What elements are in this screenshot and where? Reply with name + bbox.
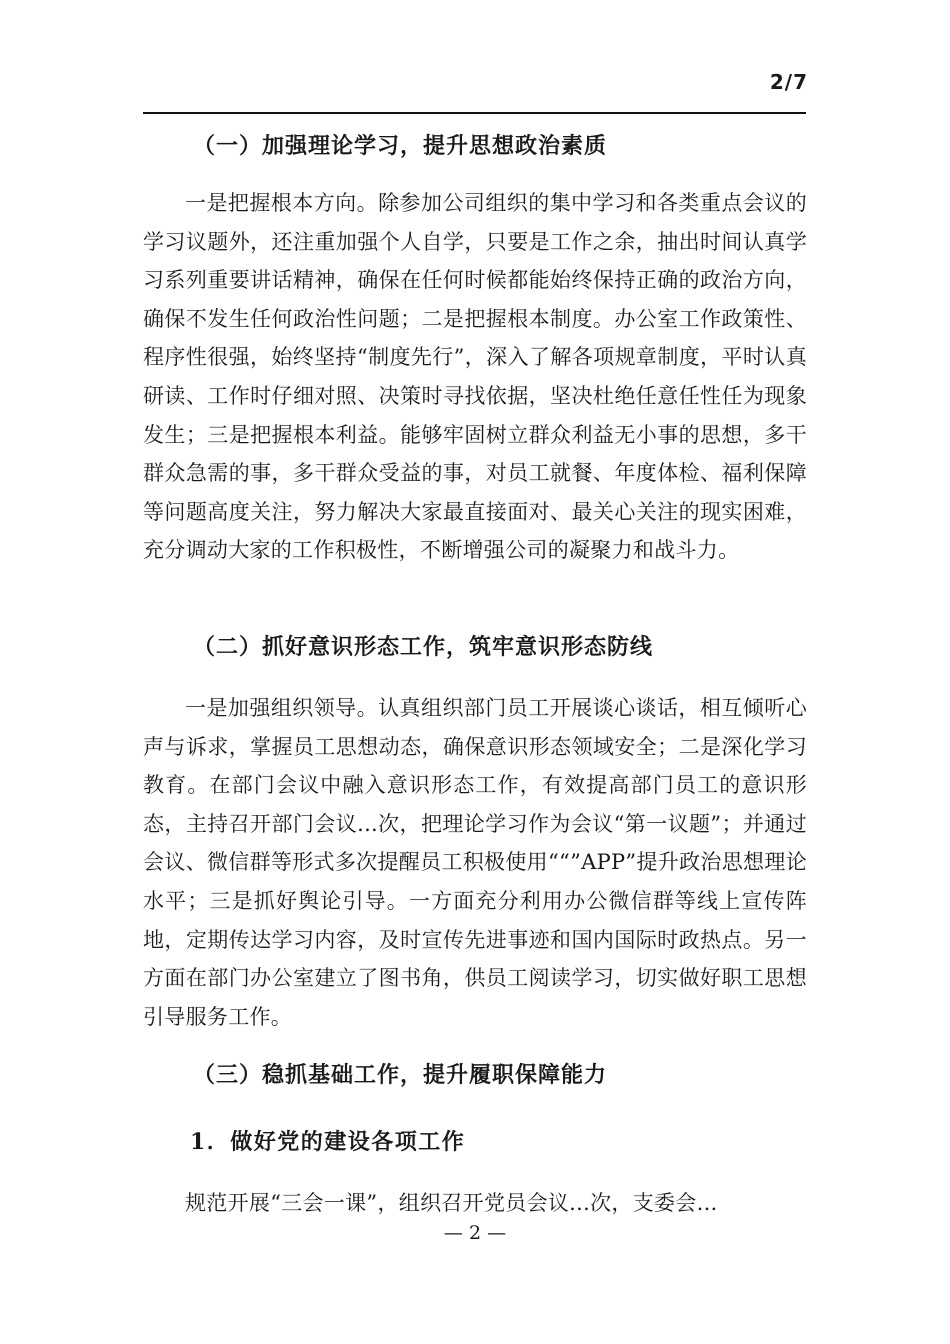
section-3-heading: （三）稳抓基础工作，提升履职保障能力 [193,1062,608,1088]
subsection-1-body: 规范开展“三会一课”，组织召开党员会议...次，支委会... [185,1191,718,1215]
section-2-heading: （二）抓好意识形态工作，筑牢意识形态防线 [193,634,654,660]
section-1-body: 一是把握根本方向。除参加公司组织的集中学习和各类重点会议的学习议题外，还注重加强个人自学，只要是工作之余，抽出时间认真学习系列重要讲话精神，确保在任何时候都能始终保持正确的政治方向，确保不发生任何政治性问题；二是把握根本制度。办公室工作政策性、程序性很强，始终坚持“制度先行”，深入了解各项规章制度，平时认真研读、工作时仔细对照、决策时寻找依据，坚决杜绝任意任性任为现象发生；三是把握根本利益。能够牢固树立群众利益无小事的思想，多干群众急需的事，多干群众受益的事，对员工就餐、年度体检、福利保障等问题高度关注，努力解决大家最直接面对、最关心关注的现实困难，充分调动大家的工作积极性，不断增强公司的凝聚力和战斗力。 [143,191,807,563]
page-counter: 2/7 [769,70,808,94]
footer-page-number: — 2 — [443,1222,507,1244]
section-1-heading: （一）加强理论学习，提升思想政治素质 [193,133,608,159]
section-2-body: 一是加强组织领导。认真组织部门员工开展谈心谈话，相互倾听心声与诉求，掌握员工思想动态，确保意识形态领域安全；二是深化学习教育。在部门会议中融入意识形态工作，有效提高部门员工的意识形态，主持召开部门会议...次，把理论学习作为会议“第一议题”；并通过会议、微信群等形式多次提醒员工积极使用““”APP”提升政治思想理论水平；三是抓好舆论引导。一方面充分利用办公微信群等线上宣传阵地，定期传达学习内容，及时宣传先进事迹和国内国际时政热点。另一方面在部门办公室建立了图书角，供员工阅读学习，切实做好职工思想引导服务工作。 [143,696,807,1029]
subsection-1-heading: 1．做好党的建设各项工作 [190,1129,466,1155]
header-rule [143,112,806,114]
